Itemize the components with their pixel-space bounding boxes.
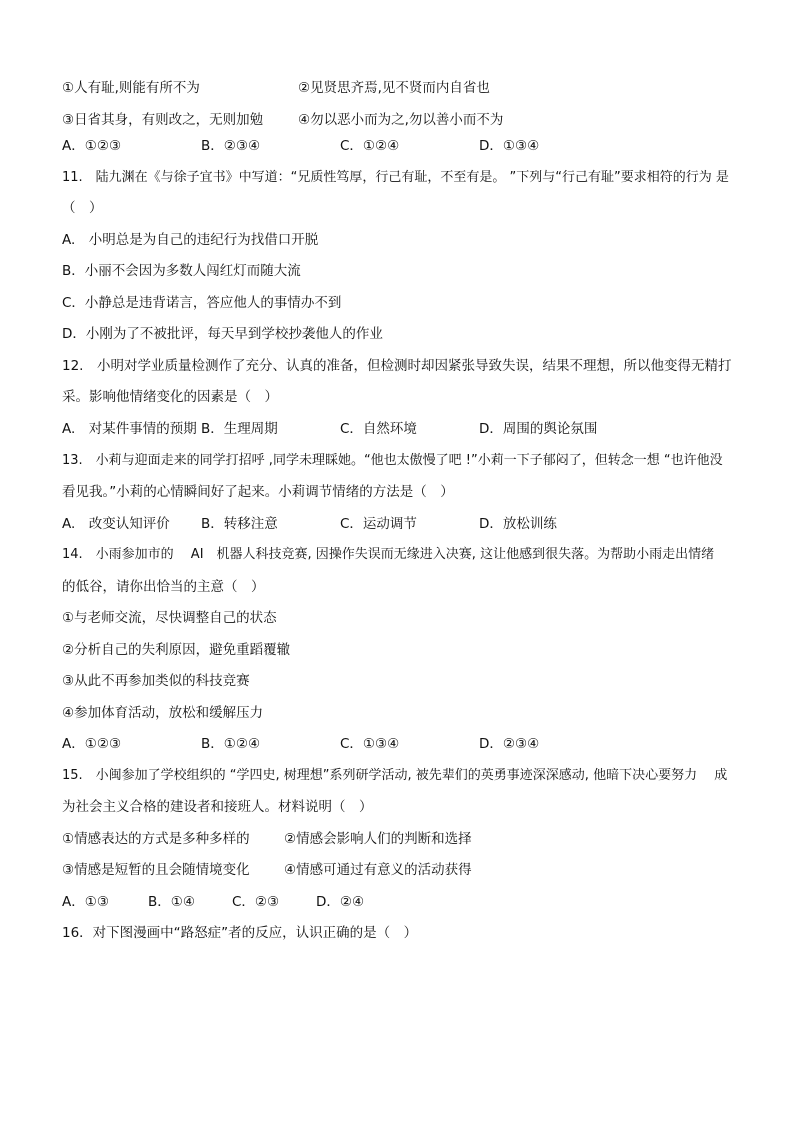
q12-stem-line2: 采。影响他情绪变化的因素是（ ）	[62, 389, 278, 405]
q12-stem-line1: 12. 小明对学业质量检测作了充分、认真的准备，但检测时却因紧张导致失误，结果不理想，所以他变得无精打	[62, 358, 732, 374]
q15-option-d: D．②④	[316, 894, 365, 910]
q10-option-d: D．①③④	[479, 138, 540, 154]
q11-option-c: C．小静总是违背诺言，答应他人的事情办不到	[62, 295, 342, 311]
q14-statement-3: ③从此不再参加类似的科技竞赛	[62, 673, 250, 689]
q14-option-b: B．①②④	[201, 736, 261, 752]
q10-option-b: B．②③④	[201, 138, 261, 154]
q13-stem-line2: 看见我。”小莉的心情瞬间好了起来。小莉调节情绪的方法是（ ）	[62, 484, 454, 500]
q15-stem-line2: 为社会主义合格的建设者和接班人。材料说明（ ）	[62, 799, 373, 815]
q15-statement-4: ④情感可通过有意义的活动获得	[284, 862, 472, 878]
q14-stem-line2: 的低谷，请你出恰当的主意（ ）	[62, 579, 265, 595]
q15-statement-3: ③情感是短暂的且会随情境变化	[62, 862, 250, 878]
q15-option-c: C．②③	[232, 894, 280, 910]
q11-option-a: A. 小明总是为自己的违纪行为找借口开脱	[62, 232, 319, 248]
q12-option-a: A. 对某件事情的预期	[62, 421, 197, 437]
q10-statement-1: ①人有耻,则能有所不为	[62, 80, 200, 96]
q14-stem-line1: 14. 小雨参加市的 AI 机器人科技竞赛, 因操作失误而无缘进入决赛, 这让他感到很失落。为帮助小雨走出情绪	[62, 547, 715, 562]
q11-option-d: D．小刚为了不被批评，每天早到学校抄袭他人的作业	[62, 326, 383, 342]
q15-option-a: A．①③	[62, 894, 109, 910]
q14-option-c: C．①③④	[340, 736, 400, 752]
q13-option-d: D．放松训练	[479, 516, 557, 532]
q13-option-c: C．运动调节	[340, 516, 417, 532]
q15-statement-1: ①情感表达的方式是多种多样的	[62, 831, 250, 847]
q10-statement-4: ④勿以恶小而为之,勿以善小而不为	[298, 112, 504, 128]
q14-statement-1: ①与老师交流，尽快调整自己的状态	[62, 610, 277, 626]
q14-statement-2: ②分析自己的失利原因，避免重蹈覆辙	[62, 642, 291, 658]
q14-option-d: D．②③④	[479, 736, 540, 752]
q15-stem-line1: 15. 小闽参加了学校组织的 “学四史, 树理想”系列研学活动, 被先辈们的英勇事迹深深感动, 他暗下决心要努力 成	[62, 768, 728, 783]
q10-statement-3: ③日省其身，有则改之，无则加勉	[62, 112, 264, 128]
q15-statement-2: ②情感会影响人们的判断和选择	[284, 831, 472, 847]
q11-option-b: B．小丽不会因为多数人闯红灯而随大流	[62, 263, 301, 279]
q10-option-a: A．①②③	[62, 138, 122, 154]
q12-option-c: C．自然环境	[340, 421, 417, 437]
q16-stem-line1: 16．对下图漫画中“路怒症”者的反应，认识正确的是（ ）	[62, 925, 418, 941]
q15-option-b: B．①④	[148, 894, 195, 910]
q12-option-d: D．周围的舆论氛围	[479, 421, 598, 437]
q11-stem-line1: 11. 陆九渊在《与徐子宜书》中写道：“兄质性笃厚，行己有耻，不至有是。 ”下列与“行己有耻”要求相符的行为 是	[62, 170, 729, 185]
q10-statement-2: ②见贤思齐焉,见不贤而内自省也	[298, 80, 490, 96]
q13-stem-line1: 13. 小莉与迎面走来的同学打招呼 ,同学未理睬她。“他也太傲慢了吧 !”小莉一下子郁闷了，但转念一想 “也许他没	[62, 453, 723, 468]
q13-option-a: A. 改变认知评价	[62, 516, 170, 532]
q10-option-c: C．①②④	[340, 138, 400, 154]
q14-option-a: A．①②③	[62, 736, 122, 752]
q12-option-b: B．生理周期	[201, 421, 278, 437]
q13-option-b: B．转移注意	[201, 516, 278, 532]
q14-statement-4: ④参加体育活动，放松和缓解压力	[62, 705, 264, 721]
q11-stem-line2: （ ）	[62, 200, 103, 216]
